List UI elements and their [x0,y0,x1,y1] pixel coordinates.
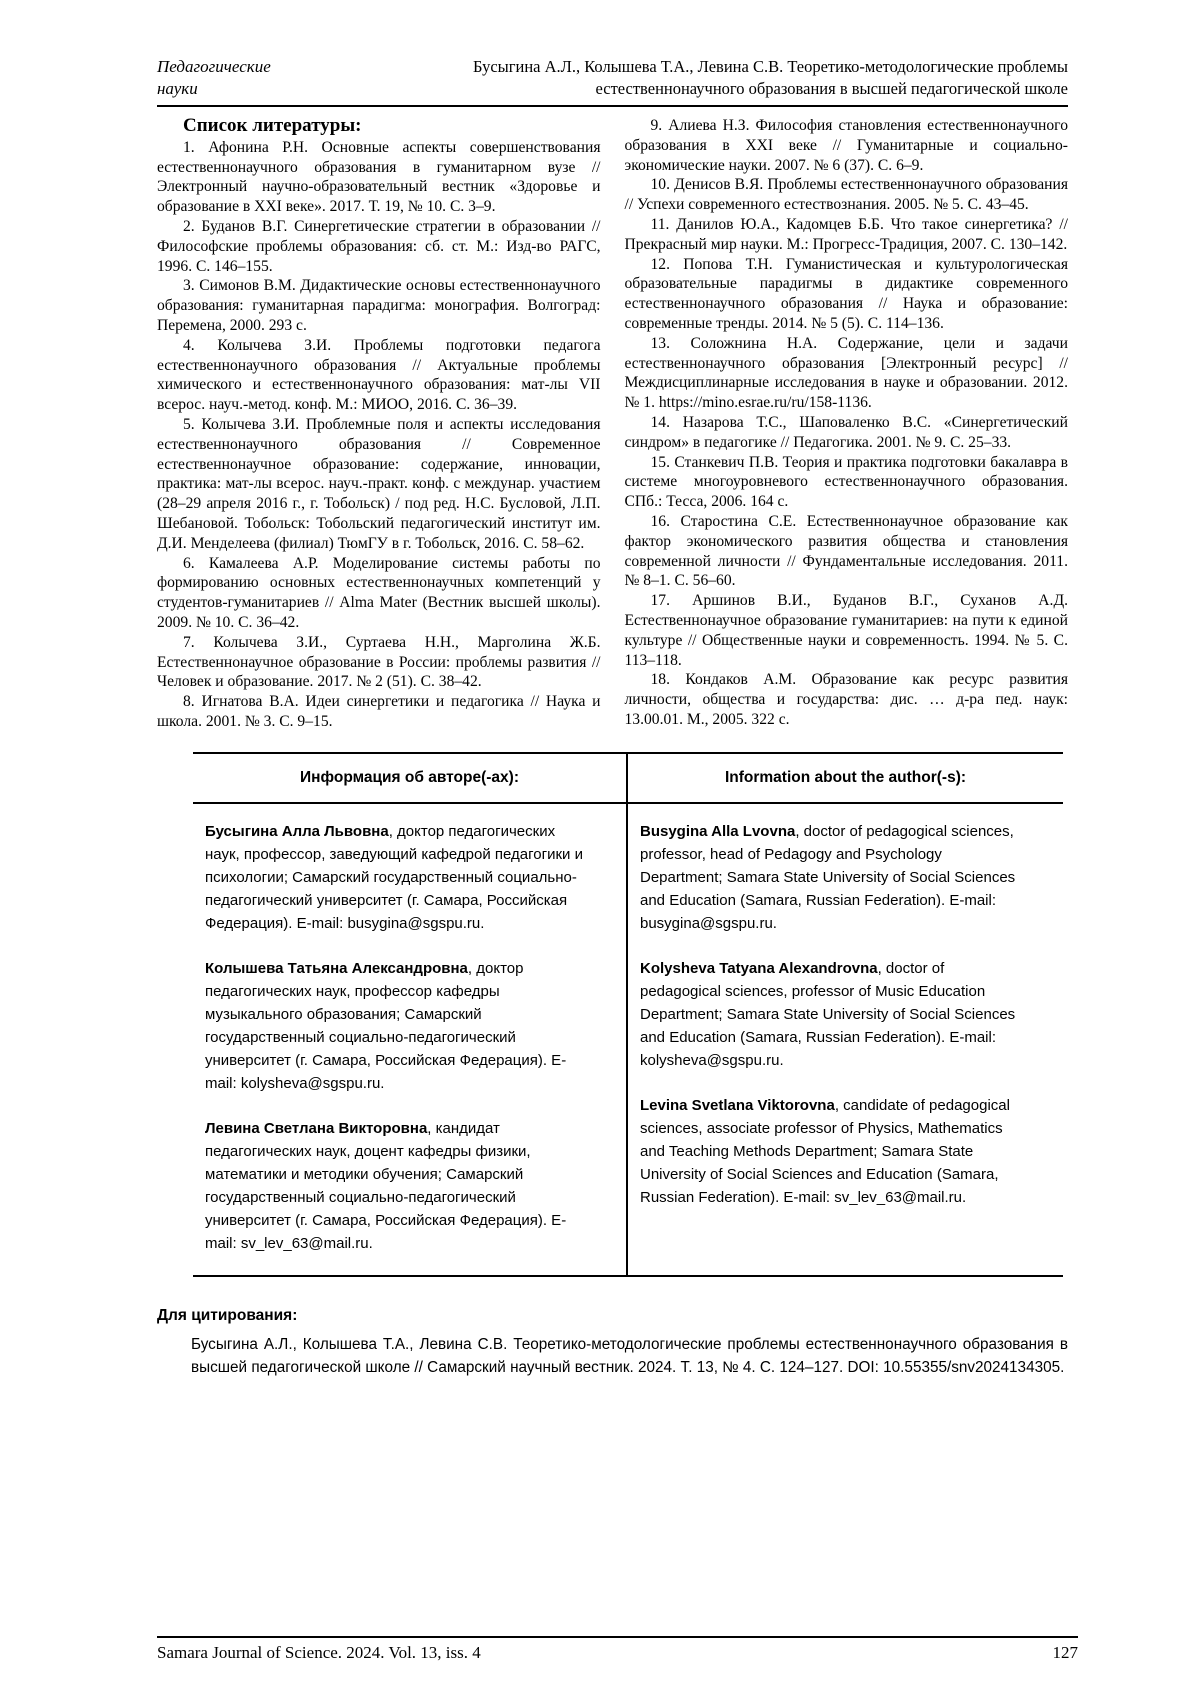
reference-item-6: 6. Камалеева А.Р. Моделирование системы работы по формированию основных естественнонаучных компетенций у студентов-гуманитариев // Alma Mater (Вестник высшей школы). 2009. № 10. С. 36–42. [157,554,601,631]
section-line1: Педагогические [157,57,271,76]
reference-item-18: 18. Кондаков А.М. Образование как ресурс развития личности, общества и государства: дис. … д-ра пед. наук: 13.00.01. М., 2005. 322 с. [624,671,1068,728]
author-name: Busygina Alla Lvovna [640,822,796,840]
reference-item-12: 12. Попова Т.Н. Гуманистическая и культурологическая образовательные парадигмы в дидактике современного естественнонаучного образования // Наука и образование: современные тренды. 2014. № 5 (5). С. 114–136. [624,255,1068,332]
citation-section [157,1307,1068,1379]
references-heading: Список литературы: [183,115,362,136]
citation-text: Бусыгина А.Л., Колышева Т.А., Левина С.В. Теоретико-методологические проблемы естественнонаучного образования в высшей педагогической школе // Самарский научный вестник. 2024. Т. 13, № 4. С. 124–127. DOI: 10.55355/snv2024134305. [191,1335,1068,1376]
authors-table-header-row [193,754,1063,804]
running-title-line1: Бусыгина А.Л., Колышева Т.А., Левина С.В. Теоретико-методологические проблемы [473,57,1068,76]
page-footer [157,1636,1078,1663]
page-number: 127 [1052,1643,1078,1662]
reference-item-9: 9. Алиева Н.З. Философия становления естественнонаучного образования в XXI веке // Гуманитарные и социально-экономические науки. 2007. № 6 (37). С. 6–9. [624,117,1068,174]
reference-item-14: 14. Назарова Т.С., Шаповаленко В.С. «Синергетический синдром» в педагогике // Педагогика. 2001. № 9. С. 25–33. [624,413,1068,451]
authors-info-en-cell [628,804,1063,1275]
author-info-en-3 [640,1094,1023,1209]
author-info-ru-3 [205,1117,586,1255]
reference-item-13: 13. Соложнина Н.А. Содержание, цели и задачи естественнонаучного образования [Электронный ресурс] // Междисциплинарные исследования в науке и образовании. 2012. № 1. https://mino.esrae.ru/ru/158-1136. [624,334,1068,412]
authors-table-body-row [193,804,1063,1275]
author-name: Колышева Татьяна Александровна [205,959,468,977]
running-head [157,56,1068,100]
reference-item-8: 8. Игнатова В.А. Идеи синергетики и педагогика // Наука и школа. 2001. № 3. С. 9–15. [157,693,601,730]
authors-table-header-en: Information about the author(-s): [628,754,1063,804]
references-column-right [625,116,1069,732]
author-details: , кандидат педагогических наук, доцент кафедры физики, математики и методики обучения; Самарский государственный социально-педагогический университет (г. Самара, Российская Федерация). E-mail: sv_lev_63@mail.ru. [205,1119,567,1252]
author-info-en-1 [640,820,1023,935]
reference-item-11: 11. Данилов Ю.А., Кадомцев Б.Б. Что такое синергетика? // Прекрасный мир науки. М.: Прогресс-Традиция, 2007. С. 130–142. [624,215,1068,253]
author-info-en-2 [640,957,1023,1072]
author-name: Левина Светлана Викторовна [205,1119,428,1137]
authors-table-header-ru: Информация об авторе(-ах): [193,754,628,804]
author-info-ru-2 [205,957,586,1095]
reference-item-4: 4. Колычева З.И. Проблемы подготовки педагога естественнонаучного образования // Актуальные проблемы химического и естественнонаучного образования: мат-лы VII всерос. науч.-метод. конф. М.: МИОО, 2016. С. 36–39. [157,336,601,414]
running-title [473,56,1068,100]
reference-item-16: 16. Старостина С.Е. Естественнонаучное образование как фактор экономического развития общества и становления современной личности // Фундаментальные исследования. 2011. № 8–1. С. 56–60. [624,512,1068,590]
author-name: Levina Svetlana Viktorovna [640,1096,835,1114]
reference-item-17: 17. Аршинов В.И., Буданов В.Г., Суханов А.Д. Естественнонаучное образование гуманитариев: на пути к единой культуре // Общественные науки и современность. 1994. № 5. С. 113–118. [624,592,1068,669]
references-section [157,116,1068,732]
author-details: , doctor of pedagogical sciences, professor, head of Pedagogy and Psychology Department; Samara State University of Social Sciences and Education (Samara, Russian Federation). E-mail: busygina@sgspu.ru. [640,822,1016,932]
author-details: , candidate of pedagogical sciences, associate professor of Physics, Mathematics and Teaching Methods Department; Samara State University of Social Sciences and Education (Samara, Russian Federation). E-mail: sv_lev_63@mail.ru. [640,1096,1010,1206]
journal-footer-title: Samara Journal of Science. 2024. Vol. 13, iss. 4 [157,1643,481,1662]
authors-info-ru-cell [193,804,628,1275]
header-divider [157,105,1068,107]
reference-item-1: 1. Афонина Р.Н. Основные аспекты совершенствования естественнонаучного образования в гуманитарном вузе // Электронный научно-образовательный вестник «Здоровье и образование в XXI веке». 2017. Т. 19, № 10. С. 3–9. [157,138,601,216]
running-title-line2: естественнонаучного образования в высшей педагогической школе [595,79,1068,98]
author-details: , доктор педагогических наук, профессор, заведующий кафедрой педагогики и психологии; Самарский государственный социально-педагогический университет (г. Самара, Российская Федерация). E-mail: busygina@sgspu.ru. [205,822,583,932]
reference-item-5: 5. Колычева З.И. Проблемные поля и аспекты исследования естественнонаучного образования // Современное естественнонаучное образование: содержание, инновации, практика: мат-лы всерос. науч.-практ. конф. с междунар. участием (28–29 апреля 2016 г., г. Тобольск) / под ред. Н.С. Бусловой, Л.П. Шебановой. Тобольск: Тобольский педагогический институт им. Д.И. Менделеева (филиал) ТюмГУ в г. Тобольск, 2016. С. 58–62. [157,415,601,552]
reference-item-15: 15. Станкевич П.В. Теория и практика подготовки бакалавра в системе многоуровневого естественнонаучного образования. СПб.: Тесса, 2006. 164 с. [624,453,1068,511]
author-name: Kolysheva Tatyana Alexandrovna [640,959,878,977]
reference-item-2: 2. Буданов В.Г. Синергетические стратегии в образовании // Философские проблемы образования: сб. ст. М.: Изд-во РАГС, 1996. С. 146–155. [157,217,601,275]
authors-info-table [193,752,1063,1277]
section-name [157,56,271,100]
author-details: , doctor of pedagogical sciences, professor of Music Education Department; Samara State University of Social Sciences and Education (Samara, Russian Federation). E-mail: kolysheva@sgspu.ru. [640,959,1016,1069]
reference-item-3: 3. Симонов В.М. Дидактические основы естественнонаучного образования: гуманитарная парадигма: монография. Волгоград: Перемена, 2000. 293 с. [157,277,601,334]
author-info-ru-1 [205,820,586,935]
citation-label: Для цитирования: [157,1306,298,1324]
reference-item-7: 7. Колычева З.И., Суртаева Н.Н., Марголина Ж.Б. Естественнонаучное образование в России: проблемы развития // Человек и образование. 2017. № 2 (51). С. 38–42. [157,633,601,691]
author-details: , доктор педагогических наук, профессор кафедры музыкального образования; Самарский государственный социально-педагогический университет (г. Самара, Российская Федерация). E-mail: kolysheva@sgspu.ru. [205,959,567,1092]
reference-item-10: 10. Денисов В.Я. Проблемы естественнонаучного образования // Успехи современного естествознания. 2005. № 5. С. 43–45. [624,176,1068,214]
references-column-left [157,116,601,732]
author-name: Бусыгина Алла Львовна [205,822,389,840]
section-line2: науки [157,79,198,98]
